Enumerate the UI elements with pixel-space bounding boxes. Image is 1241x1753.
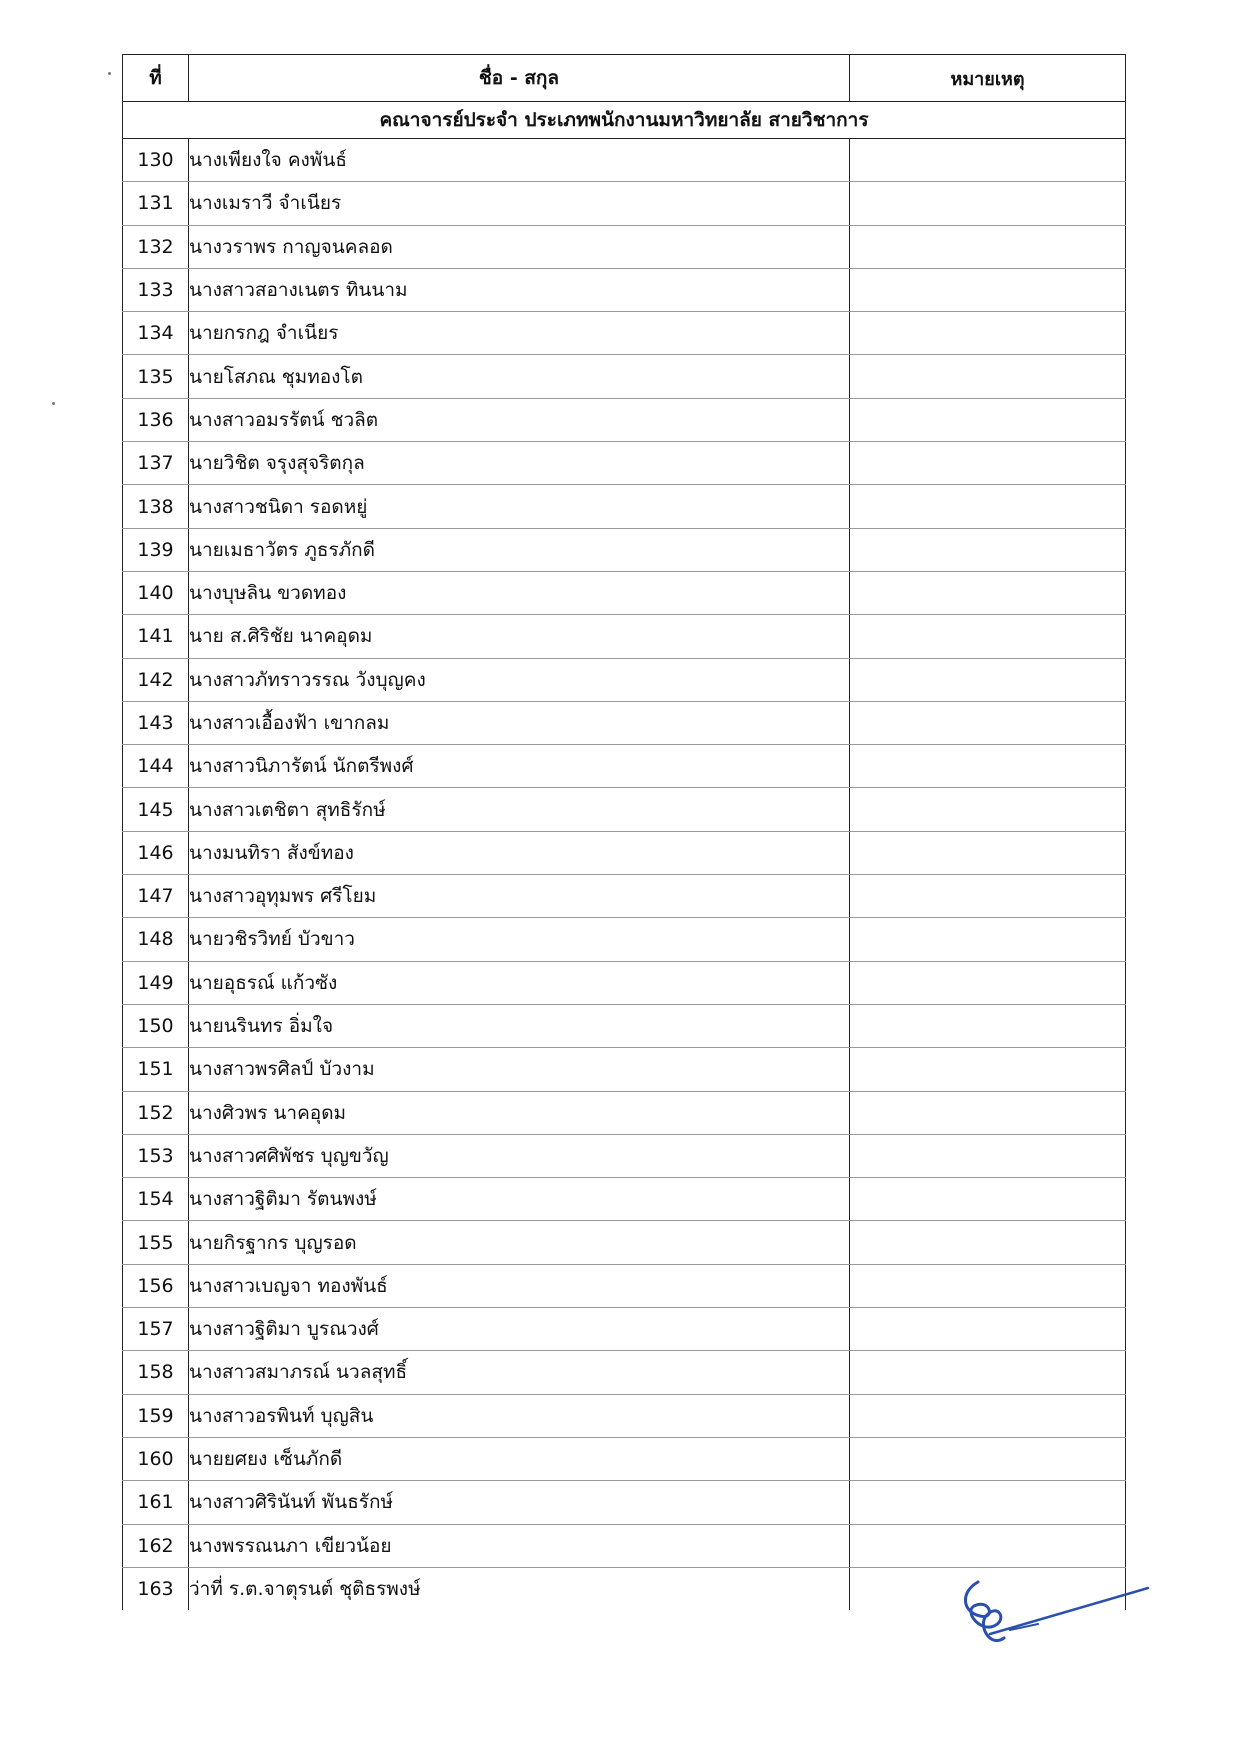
row-number: 148 <box>123 918 189 961</box>
row-name: นายวิชิต จรุงสุจริตกุล <box>189 442 850 485</box>
row-number: 163 <box>123 1567 189 1610</box>
table-row <box>123 1178 1126 1221</box>
row-remarks <box>850 1437 1126 1480</box>
table-row <box>123 961 1126 1004</box>
row-name: นางสาวศิรินันท์ พันธรักษ์ <box>189 1481 850 1524</box>
row-remarks <box>850 139 1126 182</box>
row-number: 142 <box>123 658 189 701</box>
row-name: นางวราพร กาญจนคลอด <box>189 225 850 268</box>
row-name: นายยศยง เซ็นภักดี <box>189 1437 850 1480</box>
row-remarks <box>850 788 1126 831</box>
row-remarks <box>850 875 1126 918</box>
table-row <box>123 1004 1126 1047</box>
row-number: 151 <box>123 1048 189 1091</box>
table-row <box>123 1091 1126 1134</box>
row-name: นางสาวภัทราวรรณ วังบุญคง <box>189 658 850 701</box>
row-remarks <box>850 225 1126 268</box>
row-number: 161 <box>123 1481 189 1524</box>
row-remarks <box>850 312 1126 355</box>
row-number: 133 <box>123 268 189 311</box>
row-remarks <box>850 268 1126 311</box>
row-number: 141 <box>123 615 189 658</box>
table-row <box>123 745 1126 788</box>
row-name: นางเมราวี จำเนียร <box>189 182 850 225</box>
row-remarks <box>850 745 1126 788</box>
row-remarks <box>850 1048 1126 1091</box>
row-remarks <box>850 701 1126 744</box>
table-row <box>123 831 1126 874</box>
table-row <box>123 1048 1126 1091</box>
table-row <box>123 918 1126 961</box>
row-number: 139 <box>123 528 189 571</box>
row-remarks <box>850 571 1126 614</box>
table-header-row <box>123 55 1126 102</box>
row-number: 145 <box>123 788 189 831</box>
table-row <box>123 1524 1126 1567</box>
row-name: นางสาวเบญจา ทองพันธ์ <box>189 1264 850 1307</box>
row-number: 156 <box>123 1264 189 1307</box>
table-row <box>123 182 1126 225</box>
row-remarks <box>850 1394 1126 1437</box>
row-name: นาย ส.ศิริชัย นาคอุดม <box>189 615 850 658</box>
row-number: 130 <box>123 139 189 182</box>
row-number: 150 <box>123 1004 189 1047</box>
scan-speck <box>108 72 111 75</box>
row-number: 153 <box>123 1134 189 1177</box>
header-name: ชื่อ - สกุล <box>189 55 850 102</box>
row-name: นางสาวสอางเนตร ทินนาม <box>189 268 850 311</box>
table-row <box>123 701 1126 744</box>
row-remarks <box>850 355 1126 398</box>
roster-body <box>123 139 1126 1611</box>
row-name: นางสาวฐิติมา บูรณวงศ์ <box>189 1308 850 1351</box>
table-row <box>123 571 1126 614</box>
table-row <box>123 1221 1126 1264</box>
row-name: นางเพียงใจ คงพันธ์ <box>189 139 850 182</box>
row-number: 136 <box>123 398 189 441</box>
table-row <box>123 225 1126 268</box>
row-remarks <box>850 918 1126 961</box>
row-remarks <box>850 485 1126 528</box>
table-row <box>123 398 1126 441</box>
table-row <box>123 1351 1126 1394</box>
row-name: นางพรรณนภา เขียวน้อย <box>189 1524 850 1567</box>
scan-speck <box>52 402 55 405</box>
row-number: 144 <box>123 745 189 788</box>
table-row <box>123 1481 1126 1524</box>
row-remarks <box>850 1004 1126 1047</box>
section-row <box>123 102 1126 139</box>
row-remarks <box>850 398 1126 441</box>
header-number: ที่ <box>123 55 189 102</box>
row-number: 149 <box>123 961 189 1004</box>
row-number: 162 <box>123 1524 189 1567</box>
row-remarks <box>850 1178 1126 1221</box>
row-remarks <box>850 831 1126 874</box>
row-remarks <box>850 1221 1126 1264</box>
row-name: นางมนทิรา สังข์ทอง <box>189 831 850 874</box>
row-number: 146 <box>123 831 189 874</box>
table-row <box>123 442 1126 485</box>
row-remarks <box>850 1134 1126 1177</box>
row-number: 159 <box>123 1394 189 1437</box>
table-row <box>123 615 1126 658</box>
row-remarks <box>850 658 1126 701</box>
table-row <box>123 312 1126 355</box>
row-number: 152 <box>123 1091 189 1134</box>
row-name: นายเมธาวัตร ภูธรภักดี <box>189 528 850 571</box>
row-name: นายนรินทร อิ่มใจ <box>189 1004 850 1047</box>
row-name: นางสาวพรศิลป์ บัวงาม <box>189 1048 850 1091</box>
row-remarks <box>850 1524 1126 1567</box>
table-row <box>123 528 1126 571</box>
row-remarks <box>850 442 1126 485</box>
row-remarks <box>850 182 1126 225</box>
row-number: 132 <box>123 225 189 268</box>
table-row <box>123 485 1126 528</box>
roster-table <box>122 54 1126 1610</box>
row-name: นางสาวฐิติมา รัตนพงษ์ <box>189 1178 850 1221</box>
row-number: 154 <box>123 1178 189 1221</box>
row-name: นายอุธรณ์ แก้วซัง <box>189 961 850 1004</box>
row-remarks <box>850 1091 1126 1134</box>
row-remarks <box>850 528 1126 571</box>
row-remarks <box>850 1351 1126 1394</box>
table-row <box>123 788 1126 831</box>
row-name: นางสาวเตชิตา สุทธิรักษ์ <box>189 788 850 831</box>
section-title: คณาจารย์ประจำ ประเภทพนักงานมหาวิทยาลัย สายวิชาการ <box>123 102 1126 139</box>
row-remarks <box>850 1308 1126 1351</box>
row-name: ว่าที่ ร.ต.จาตุรนต์ ชุติธรพงษ์ <box>189 1567 850 1610</box>
row-number: 134 <box>123 312 189 355</box>
row-name: นางบุษลิน ขวดทอง <box>189 571 850 614</box>
row-number: 143 <box>123 701 189 744</box>
row-name: นางศิวพร นาคอุดม <box>189 1091 850 1134</box>
row-name: นางสาวศศิพัชร บุญขวัญ <box>189 1134 850 1177</box>
row-remarks <box>850 1264 1126 1307</box>
header-remarks: หมายเหตุ <box>850 55 1126 102</box>
row-number: 131 <box>123 182 189 225</box>
row-number: 138 <box>123 485 189 528</box>
row-number: 158 <box>123 1351 189 1394</box>
table-row <box>123 1308 1126 1351</box>
row-name: นายวชิรวิทย์ บัวขาว <box>189 918 850 961</box>
table-row <box>123 268 1126 311</box>
row-name: นางสาวชนิดา รอดหยู่ <box>189 485 850 528</box>
row-remarks <box>850 1481 1126 1524</box>
row-name: นางสาวสมาภรณ์ นวลสุทธิ์ <box>189 1351 850 1394</box>
row-remarks <box>850 961 1126 1004</box>
row-name: นางสาวนิภารัตน์ นักตรีพงศ์ <box>189 745 850 788</box>
row-name: นางสาวอรพินท์ บุญสิน <box>189 1394 850 1437</box>
row-name: นายกิรฐากร บุญรอด <box>189 1221 850 1264</box>
table-row <box>123 1437 1126 1480</box>
row-number: 137 <box>123 442 189 485</box>
row-number: 135 <box>123 355 189 398</box>
row-number: 157 <box>123 1308 189 1351</box>
row-number: 147 <box>123 875 189 918</box>
table-row <box>123 1394 1126 1437</box>
row-number: 140 <box>123 571 189 614</box>
table-row <box>123 1134 1126 1177</box>
row-number: 155 <box>123 1221 189 1264</box>
table-row <box>123 355 1126 398</box>
row-remarks <box>850 615 1126 658</box>
table-row <box>123 875 1126 918</box>
row-name: นางสาวอุทุมพร ศรีโยม <box>189 875 850 918</box>
row-name: นางสาวเอื้องฟ้า เขากลม <box>189 701 850 744</box>
row-name: นางสาวอมรรัตน์ ชวลิต <box>189 398 850 441</box>
signature-icon <box>950 1572 1150 1652</box>
table-row <box>123 139 1126 182</box>
row-name: นายกรกฎ จำเนียร <box>189 312 850 355</box>
row-number: 160 <box>123 1437 189 1480</box>
table-row <box>123 1264 1126 1307</box>
table-row <box>123 658 1126 701</box>
row-name: นายโสภณ ชุมทองโต <box>189 355 850 398</box>
